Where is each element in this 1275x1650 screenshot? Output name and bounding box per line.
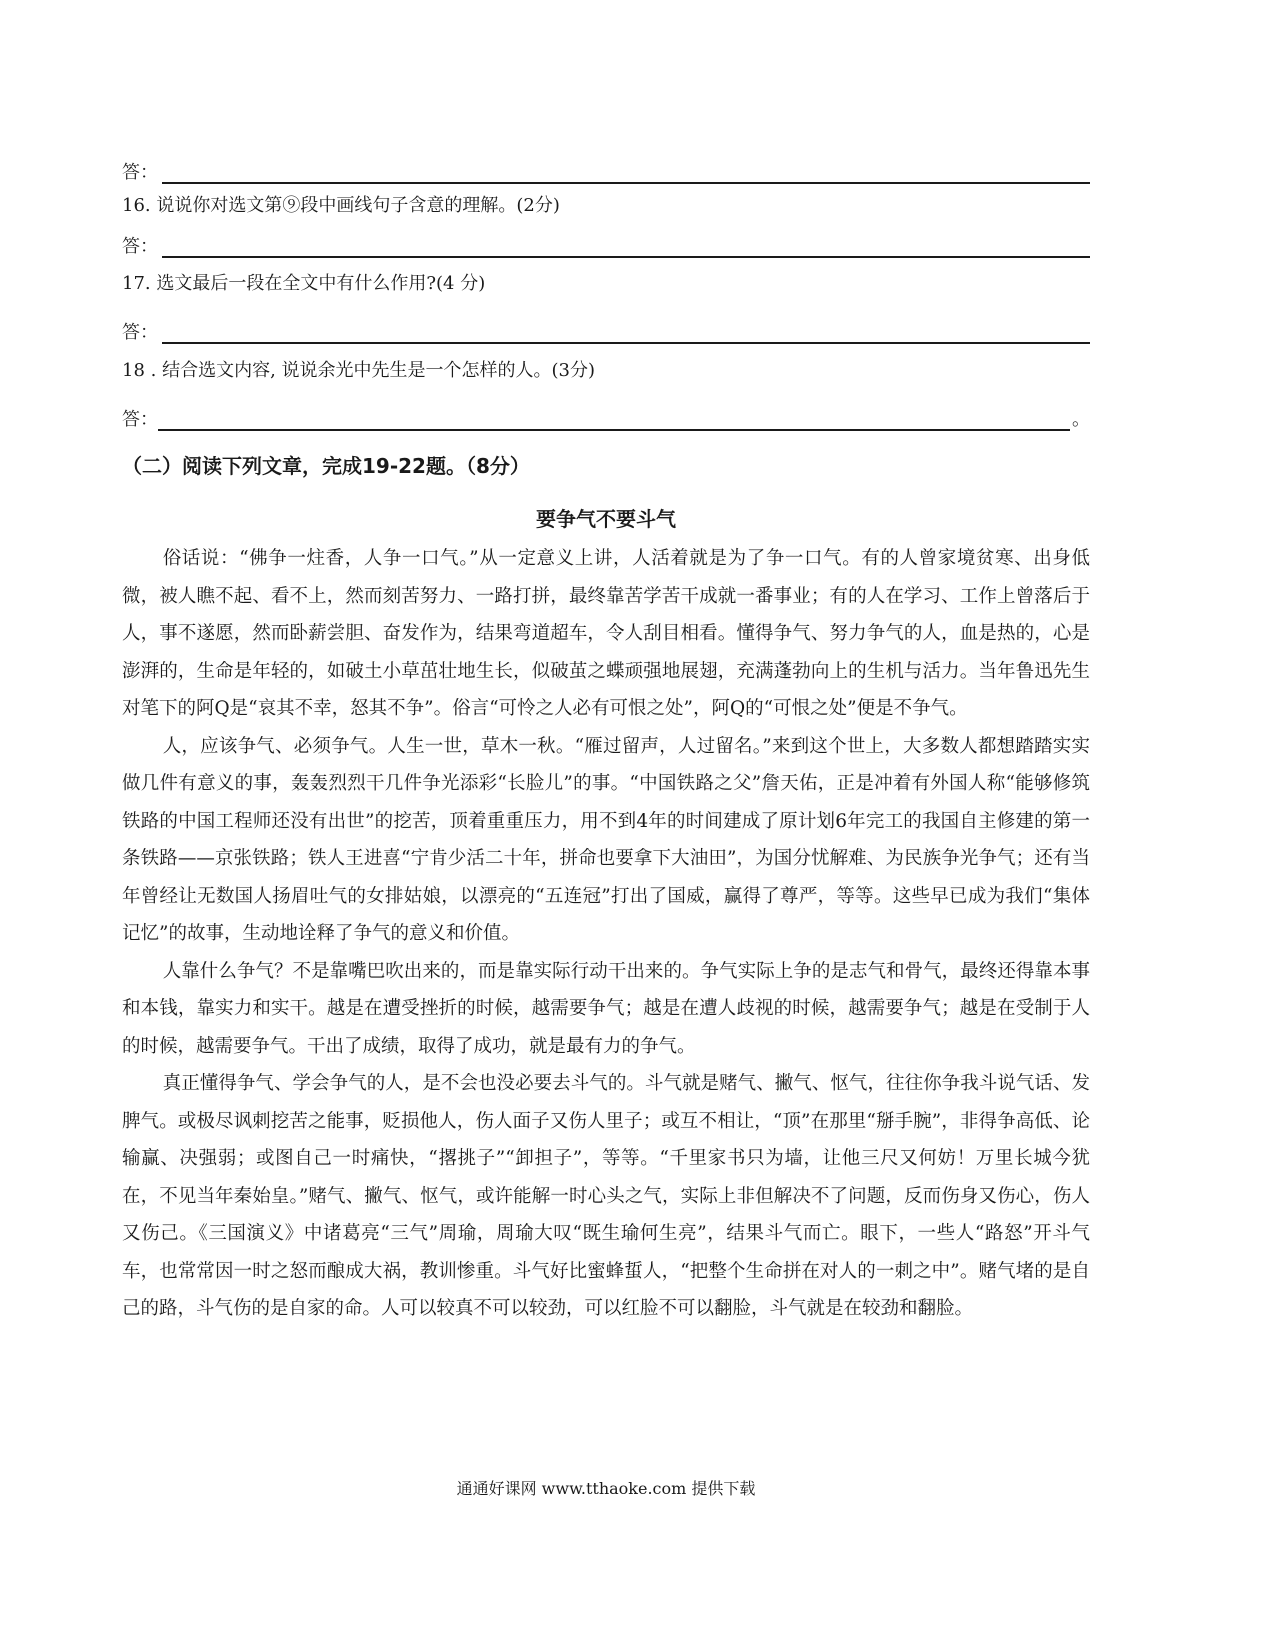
article-paragraph-1: 俗话说：“佛争一炷香，人争一口气。”从一定意义上讲，人活着就是为了争一口气。有的人曾家境贫寒、出身低微，被人瞧不起、看不上，然而刻苦努力、一路打拼，最终靠苦学苦干成就一番事业；有的人在学习、工作上曾落后于人，事不遂愿，然而卧薪尝胆、奋发作为，结果弯道超车，令人刮目相看。懂得争气、努力争气的人，血是热的，心是澎湃的，生命是年轻的，如破土小草茁壮地生长，似破茧之蝶顽强地展翅，充满蓬勃向上的生机与活力。当年鲁迅先生对笔下的阿Q是“哀其不幸，怒其不争”。俗言“可怜之人必有可恨之处”，阿Q的“可恨之处”便是不争气。 bbox=[122, 548, 1090, 719]
answer-label: 答： bbox=[122, 236, 158, 257]
answer-blank[interactable] bbox=[158, 415, 1070, 431]
answer-blank[interactable] bbox=[162, 168, 1090, 184]
page-footer: 通通好课网 www.tthaoke.com 提供下载 bbox=[456, 1479, 756, 1498]
question-16: 16. 说说你对选文第⑨段中画线句子含意的理解。(2分) bbox=[122, 195, 560, 216]
article-body bbox=[122, 540, 1090, 1328]
article-paragraph-3: 人靠什么争气？不是靠嘴巴吹出来的，而是靠实际行动干出来的。争气实际上争的是志气和骨气，最终还得靠本事和本钱，靠实力和实干。越是在遭受挫折的时候，越需要争气；越是在遭人歧视的时候，越需要争气；越是在受制于人的时候，越需要争气。干出了成绩，取得了成功，就是最有力的争气。 bbox=[122, 960, 1090, 1057]
question-18: 18 . 结合选文内容, 说说余光中先生是一个怎样的人。(3分) bbox=[122, 360, 596, 381]
answer-line-18[interactable] bbox=[122, 405, 1090, 431]
article-paragraph-2: 人，应该争气、必须争气。人生一世，草木一秋。“雁过留声，人过留名。”来到这个世上，大多数人都想踏踏实实做几件有意义的事，轰轰烈烈干几件争光添彩“长脸儿”的事。“中国铁路之父”詹天佑，正是冲着有外国人称“能够修筑铁路的中国工程师还没有出世”的挖苦，顶着重重压力，用不到4年的时间建成了原计划6年完工的我国自主修建的第一条铁路——京张铁路；铁人王进喜“宁肯少活二十年，拼命也要拿下大油田”，为国分忧解难、为民族争光争气；还有当年曾经让无数国人扬眉吐气的女排姑娘，以漂亮的“五连冠”打出了国威，赢得了尊严，等等。这些早已成为我们“集体记忆”的故事，生动地诠释了争气的意义和价值。 bbox=[122, 735, 1090, 944]
article-paragraph-4: 真正懂得争气、学会争气的人，是不会也没必要去斗气的。斗气就是赌气、撇气、怄气，往往你争我斗说气话、发脾气。或极尽讽刺挖苦之能事，贬损他人，伤人面子又伤人里子；或互不相让，“顶”在那里“掰手腕”，非得争高低、论输赢、决强弱；或图自己一时痛快，“撂挑子”“卸担子”，等等。“千里家书只为墙，让他三尺又何妨！万里长城今犹在，不见当年秦始皇。”赌气、撇气、怄气，或许能解一时心头之气，实际上非但解决不了问题，反而伤身又伤心，伤人又伤己。《三国演义》中诸葛亮“三气”周瑜，周瑜大叹“既生瑜何生亮”，结果斗气而亡。眼下，一些人“路怒”开斗气车，也常常因一时之怒而酿成大祸，教训惨重。斗气好比蜜蜂蜇人，“把整个生命拼在对人的一刺之中”。赌气堵的是自己的路，斗气伤的是自家的命。人可以较真不可以较劲，可以红脸不可以翻脸，斗气就是在较劲和翻脸。 bbox=[122, 1073, 1090, 1319]
answer-line-1[interactable] bbox=[122, 158, 1090, 184]
answer-blank[interactable] bbox=[162, 328, 1090, 344]
answer-label: 答： bbox=[122, 162, 158, 183]
answer-line-16[interactable] bbox=[122, 232, 1090, 258]
answer-label: 答： bbox=[122, 322, 158, 343]
article-title: 要争气不要斗气 bbox=[536, 507, 676, 531]
section-heading: （二）阅读下列文章，完成19-22题。（8分） bbox=[122, 454, 530, 478]
answer-blank[interactable] bbox=[162, 242, 1090, 258]
answer-line-17[interactable] bbox=[122, 318, 1090, 344]
answer-label: 答： bbox=[122, 409, 158, 430]
answer-end-mark: 。 bbox=[1072, 409, 1090, 430]
question-17: 17. 选文最后一段在全文中有什么作用?(4 分) bbox=[122, 273, 486, 294]
